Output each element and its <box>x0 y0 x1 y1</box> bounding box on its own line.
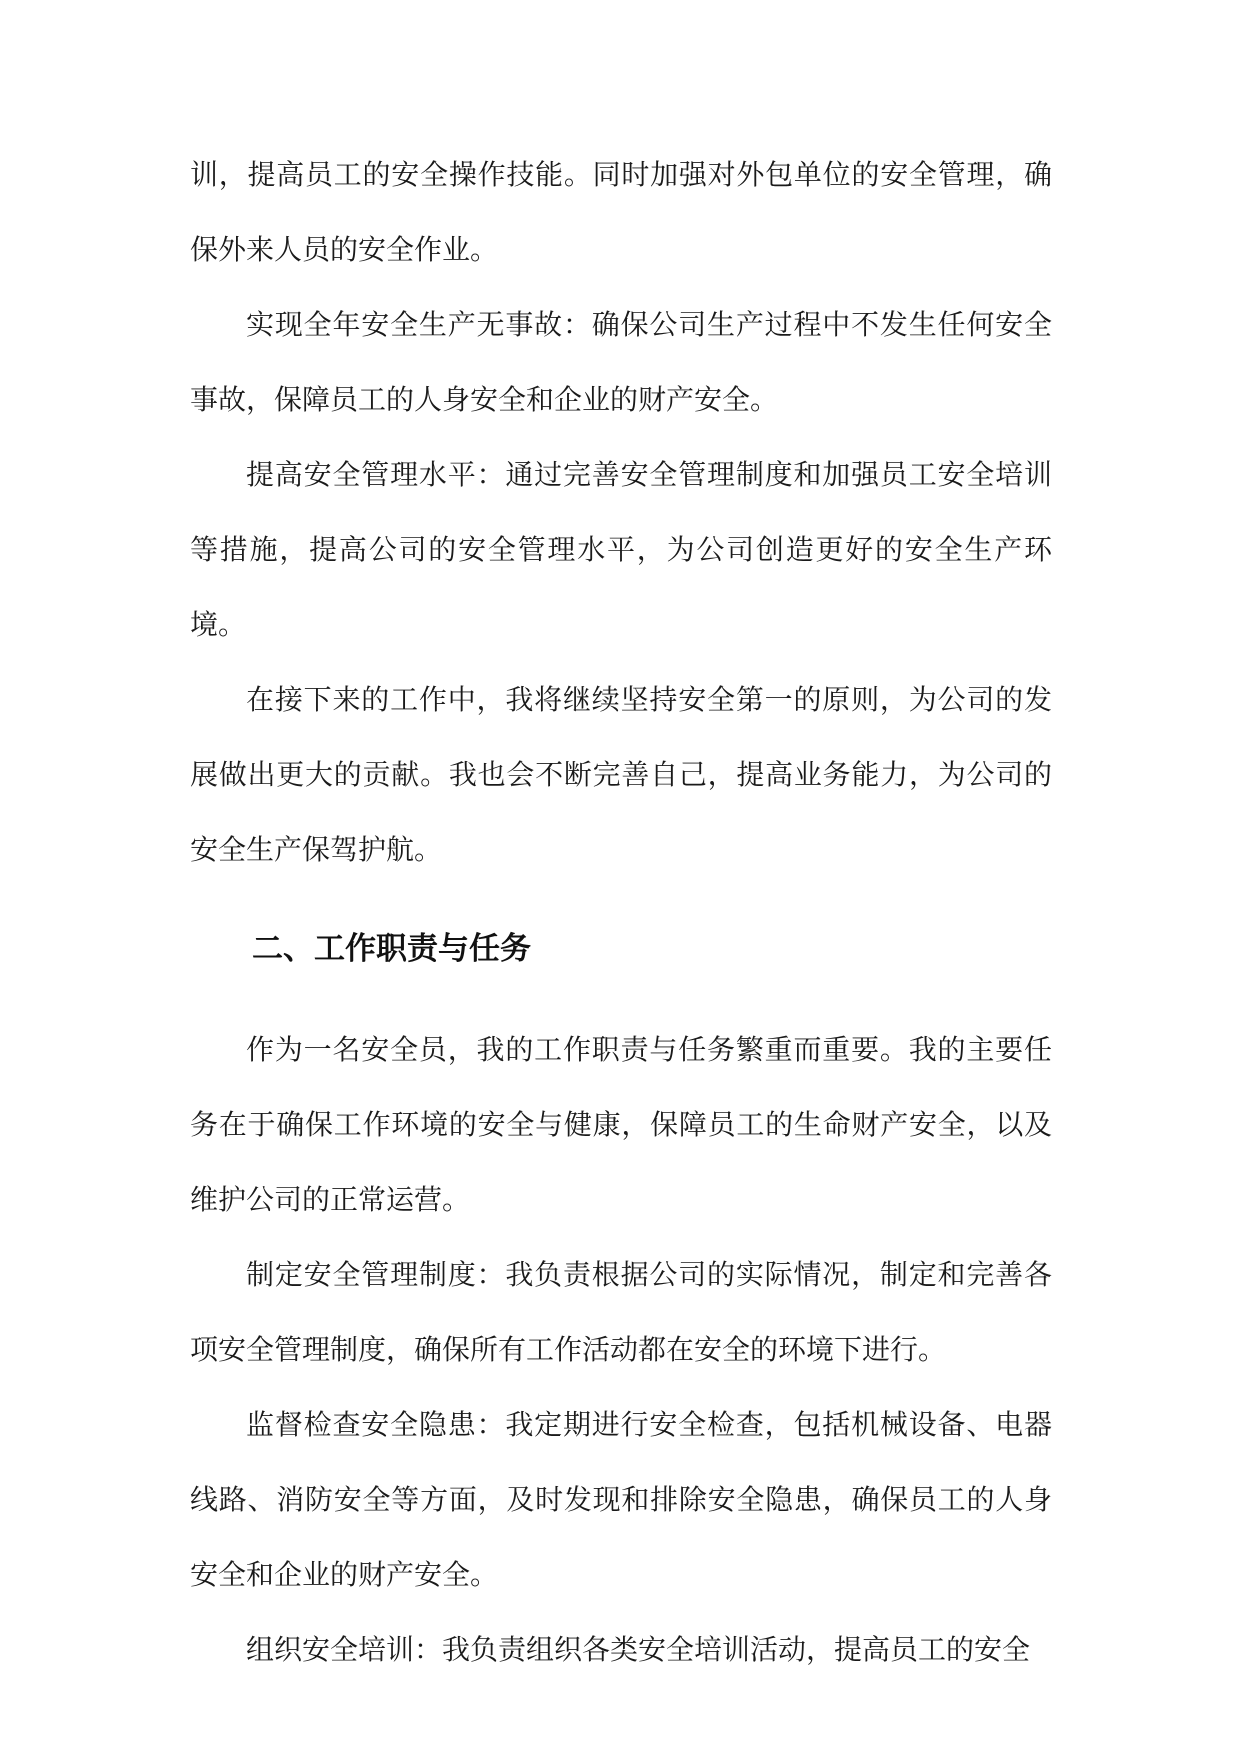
paragraph-zero-accident-goal: 实现全年安全生产无事故：确保公司生产过程中不发生任何安全事故，保障员工的人身安全和企业的财产安全。 <box>190 308 1052 416</box>
document-body <box>190 137 1052 1687</box>
paragraph-role-intro: 作为一名安全员，我的工作职责与任务繁重而重要。我的主要任务在于确保工作环境的安全与健康，保障员工的生命财产安全，以及维护公司的正常运营。 <box>190 1033 1052 1216</box>
paragraph-continued: 训，提高员工的安全操作技能。同时加强对外包单位的安全管理，确保外来人员的安全作业。 <box>190 158 1052 266</box>
paragraph-management-level-goal: 提高安全管理水平：通过完善安全管理制度和加强员工安全培训等措施，提高公司的安全管理水平，为公司创造更好的安全生产环境。 <box>190 458 1052 641</box>
section-heading: 二、工作职责与任务 <box>252 931 531 967</box>
paragraph-hazard-inspection: 监督检查安全隐患：我定期进行安全检查，包括机械设备、电器线路、消防安全等方面，及时发现和排除安全隐患，确保员工的人身安全和企业的财产安全。 <box>190 1408 1052 1591</box>
paragraph-safety-system: 制定安全管理制度：我负责根据公司的实际情况，制定和完善各项安全管理制度，确保所有工作活动都在安全的环境下进行。 <box>190 1258 1052 1366</box>
paragraph-safety-training: 组织安全培训：我负责组织各类安全培训活动，提高员工的安全 <box>246 1633 1031 1666</box>
paragraph-commitment: 在接下来的工作中，我将继续坚持安全第一的原则，为公司的发展做出更大的贡献。我也会不断完善自己，提高业务能力，为公司的安全生产保驾护航。 <box>190 683 1052 866</box>
